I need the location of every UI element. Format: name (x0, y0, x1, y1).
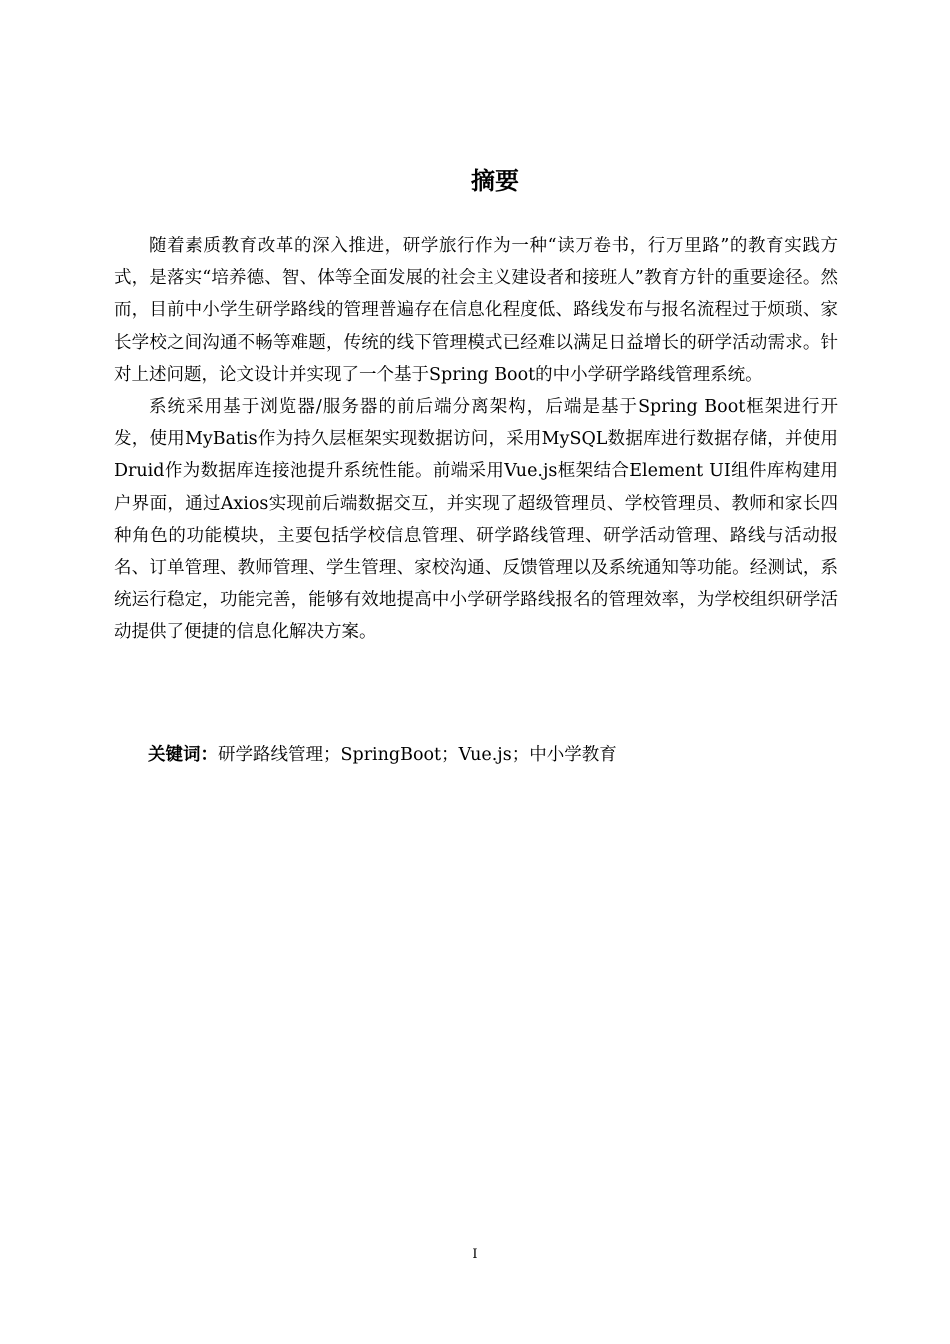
abstract-paragraph-1: 随着素质教育改革的深入推进，研学旅行作为一种“读万卷书，行万里路”的教育实践方式，是落实“培养德、智、体等全面发展的社会主义建设者和接班人”教育方针的重要途径。然而，目前中小学生研学路线的管理普遍存在信息化程度低、路线发布与报名流程过于烦琐、家长学校之间沟通不畅等难题，传统的线下管理模式已经难以满足日益增长的研学活动需求。针对上述问题，论文设计并实现了一个基于Spring Boot的中小学研学路线管理系统。 (114, 236, 838, 385)
keywords-label: 关键词： (148, 745, 218, 765)
keywords-value: 研学路线管理；SpringBoot；Vue.js；中小学教育 (218, 745, 617, 765)
page-number: I (472, 1247, 478, 1262)
abstract-body (114, 230, 838, 649)
abstract-paragraph-2: 系统采用基于浏览器/服务器的前后端分离架构，后端是基于Spring Boot框架进行开发，使用MyBatis作为持久层框架实现数据访问，采用MySQL数据库进行数据存储，并使用Druid作为数据库连接池提升系统性能。前端采用Vue.js框架结合Element UI组件库构建用户界面，通过Axios实现前后端数据交互，并实现了超级管理员、学校管理员、教师和家长四种角色的功能模块，主要包括学校信息管理、研学路线管理、研学活动管理、路线与活动报名、订单管理、教师管理、学生管理、家校沟通、反馈管理以及系统通知等功能。经测试，系统运行稳定，功能完善，能够有效地提高中小学研学路线报名的管理效率，为学校组织研学活动提供了便捷的信息化解决方案。 (114, 397, 838, 643)
keywords-line (148, 739, 838, 771)
abstract-title: 摘要 (471, 167, 519, 195)
